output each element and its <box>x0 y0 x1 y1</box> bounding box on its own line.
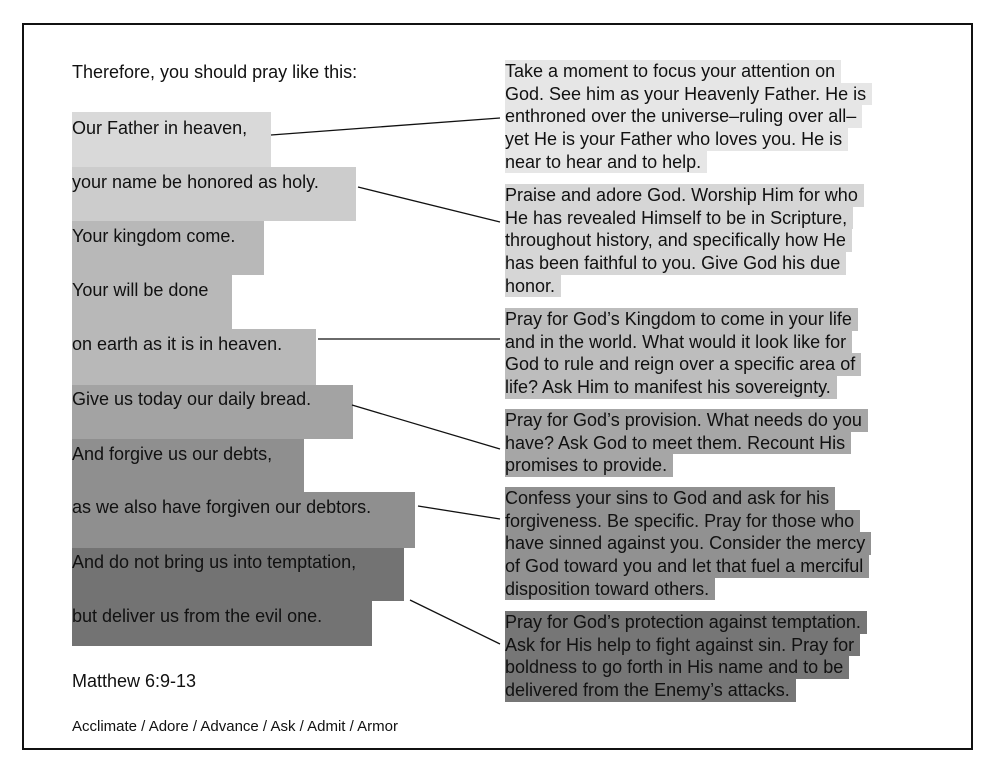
verse-line <box>72 439 304 492</box>
note-line: delivered from the Enemy’s attacks. <box>505 679 796 702</box>
verse-text: And forgive us our debts, <box>72 444 273 464</box>
note-line: Confess your sins to God and ask for his <box>505 487 835 510</box>
verse-text: your name be honored as holy. <box>72 172 319 192</box>
verse-line <box>72 492 415 548</box>
verse-line <box>72 329 316 385</box>
note-line: forgiveness. Be specific. Pray for those who <box>505 510 860 533</box>
note-line: Pray for God’s protection against temptation. <box>505 611 867 634</box>
verse-text: Our Father in heaven, <box>72 118 248 138</box>
note-line: Take a moment to focus your attention on <box>505 60 841 83</box>
intro-text: Therefore, you should pray like this: <box>72 62 358 82</box>
verse-text: Give us today our daily bread. <box>72 389 312 409</box>
note-line: promises to provide. <box>505 454 673 477</box>
note-line: yet He is your Father who loves you. He is <box>505 128 848 151</box>
note-line: Pray for God’s Kingdom to come in your life <box>505 308 858 331</box>
note-line: Ask for His help to fight against sin. Pray for <box>505 634 860 657</box>
verse-line <box>72 167 356 221</box>
verse-line <box>72 385 353 439</box>
verse-text: Your will be done <box>72 280 209 300</box>
verse-line <box>72 601 372 646</box>
verse-text: Your kingdom come. <box>72 226 236 246</box>
note-line: have? Ask God to meet them. Recount His <box>505 432 851 455</box>
verse-line <box>72 548 404 601</box>
note-line: Pray for God’s provision. What needs do you <box>505 409 868 432</box>
note-line: God to rule and reign over a specific area of <box>505 353 861 376</box>
note-line: life? Ask Him to manifest his sovereignty. <box>505 376 837 399</box>
verse-text: but deliver us from the evil one. <box>72 606 323 626</box>
note-line: disposition toward others. <box>505 578 715 601</box>
verse-text: on earth as it is in heaven. <box>72 334 283 354</box>
note-line: Praise and adore God. Worship Him for who <box>505 184 864 207</box>
note-line: has been faithful to you. Give God his due <box>505 252 846 275</box>
note-line: have sinned against you. Consider the mercy <box>505 532 871 555</box>
note-line: He has revealed Himself to be in Scripture, <box>505 207 853 230</box>
note-line: of God toward you and let that fuel a merciful <box>505 555 869 578</box>
note-line: boldness to go forth in His name and to be <box>505 656 849 679</box>
verse-line <box>72 221 264 275</box>
note-line: and in the world. What would it look like for <box>505 331 852 354</box>
note-line: honor. <box>505 275 561 298</box>
scripture-citation: Matthew 6:9-13 <box>72 671 197 691</box>
note-line: throughout history, and specifically how He <box>505 229 852 252</box>
verse-line <box>72 275 232 329</box>
note-line: enthroned over the universe–ruling over all– <box>505 105 862 128</box>
note-line: God. See him as your Heavenly Father. He is <box>505 83 872 106</box>
prayer-framework: Acclimate / Adore / Advance / Ask / Admit / Armor <box>72 718 398 735</box>
note-line: near to hear and to help. <box>505 151 707 174</box>
verse-text: as we also have forgiven our debtors. <box>72 497 372 517</box>
verse-text: And do not bring us into temptation, <box>72 552 357 572</box>
verse-line <box>72 112 271 167</box>
